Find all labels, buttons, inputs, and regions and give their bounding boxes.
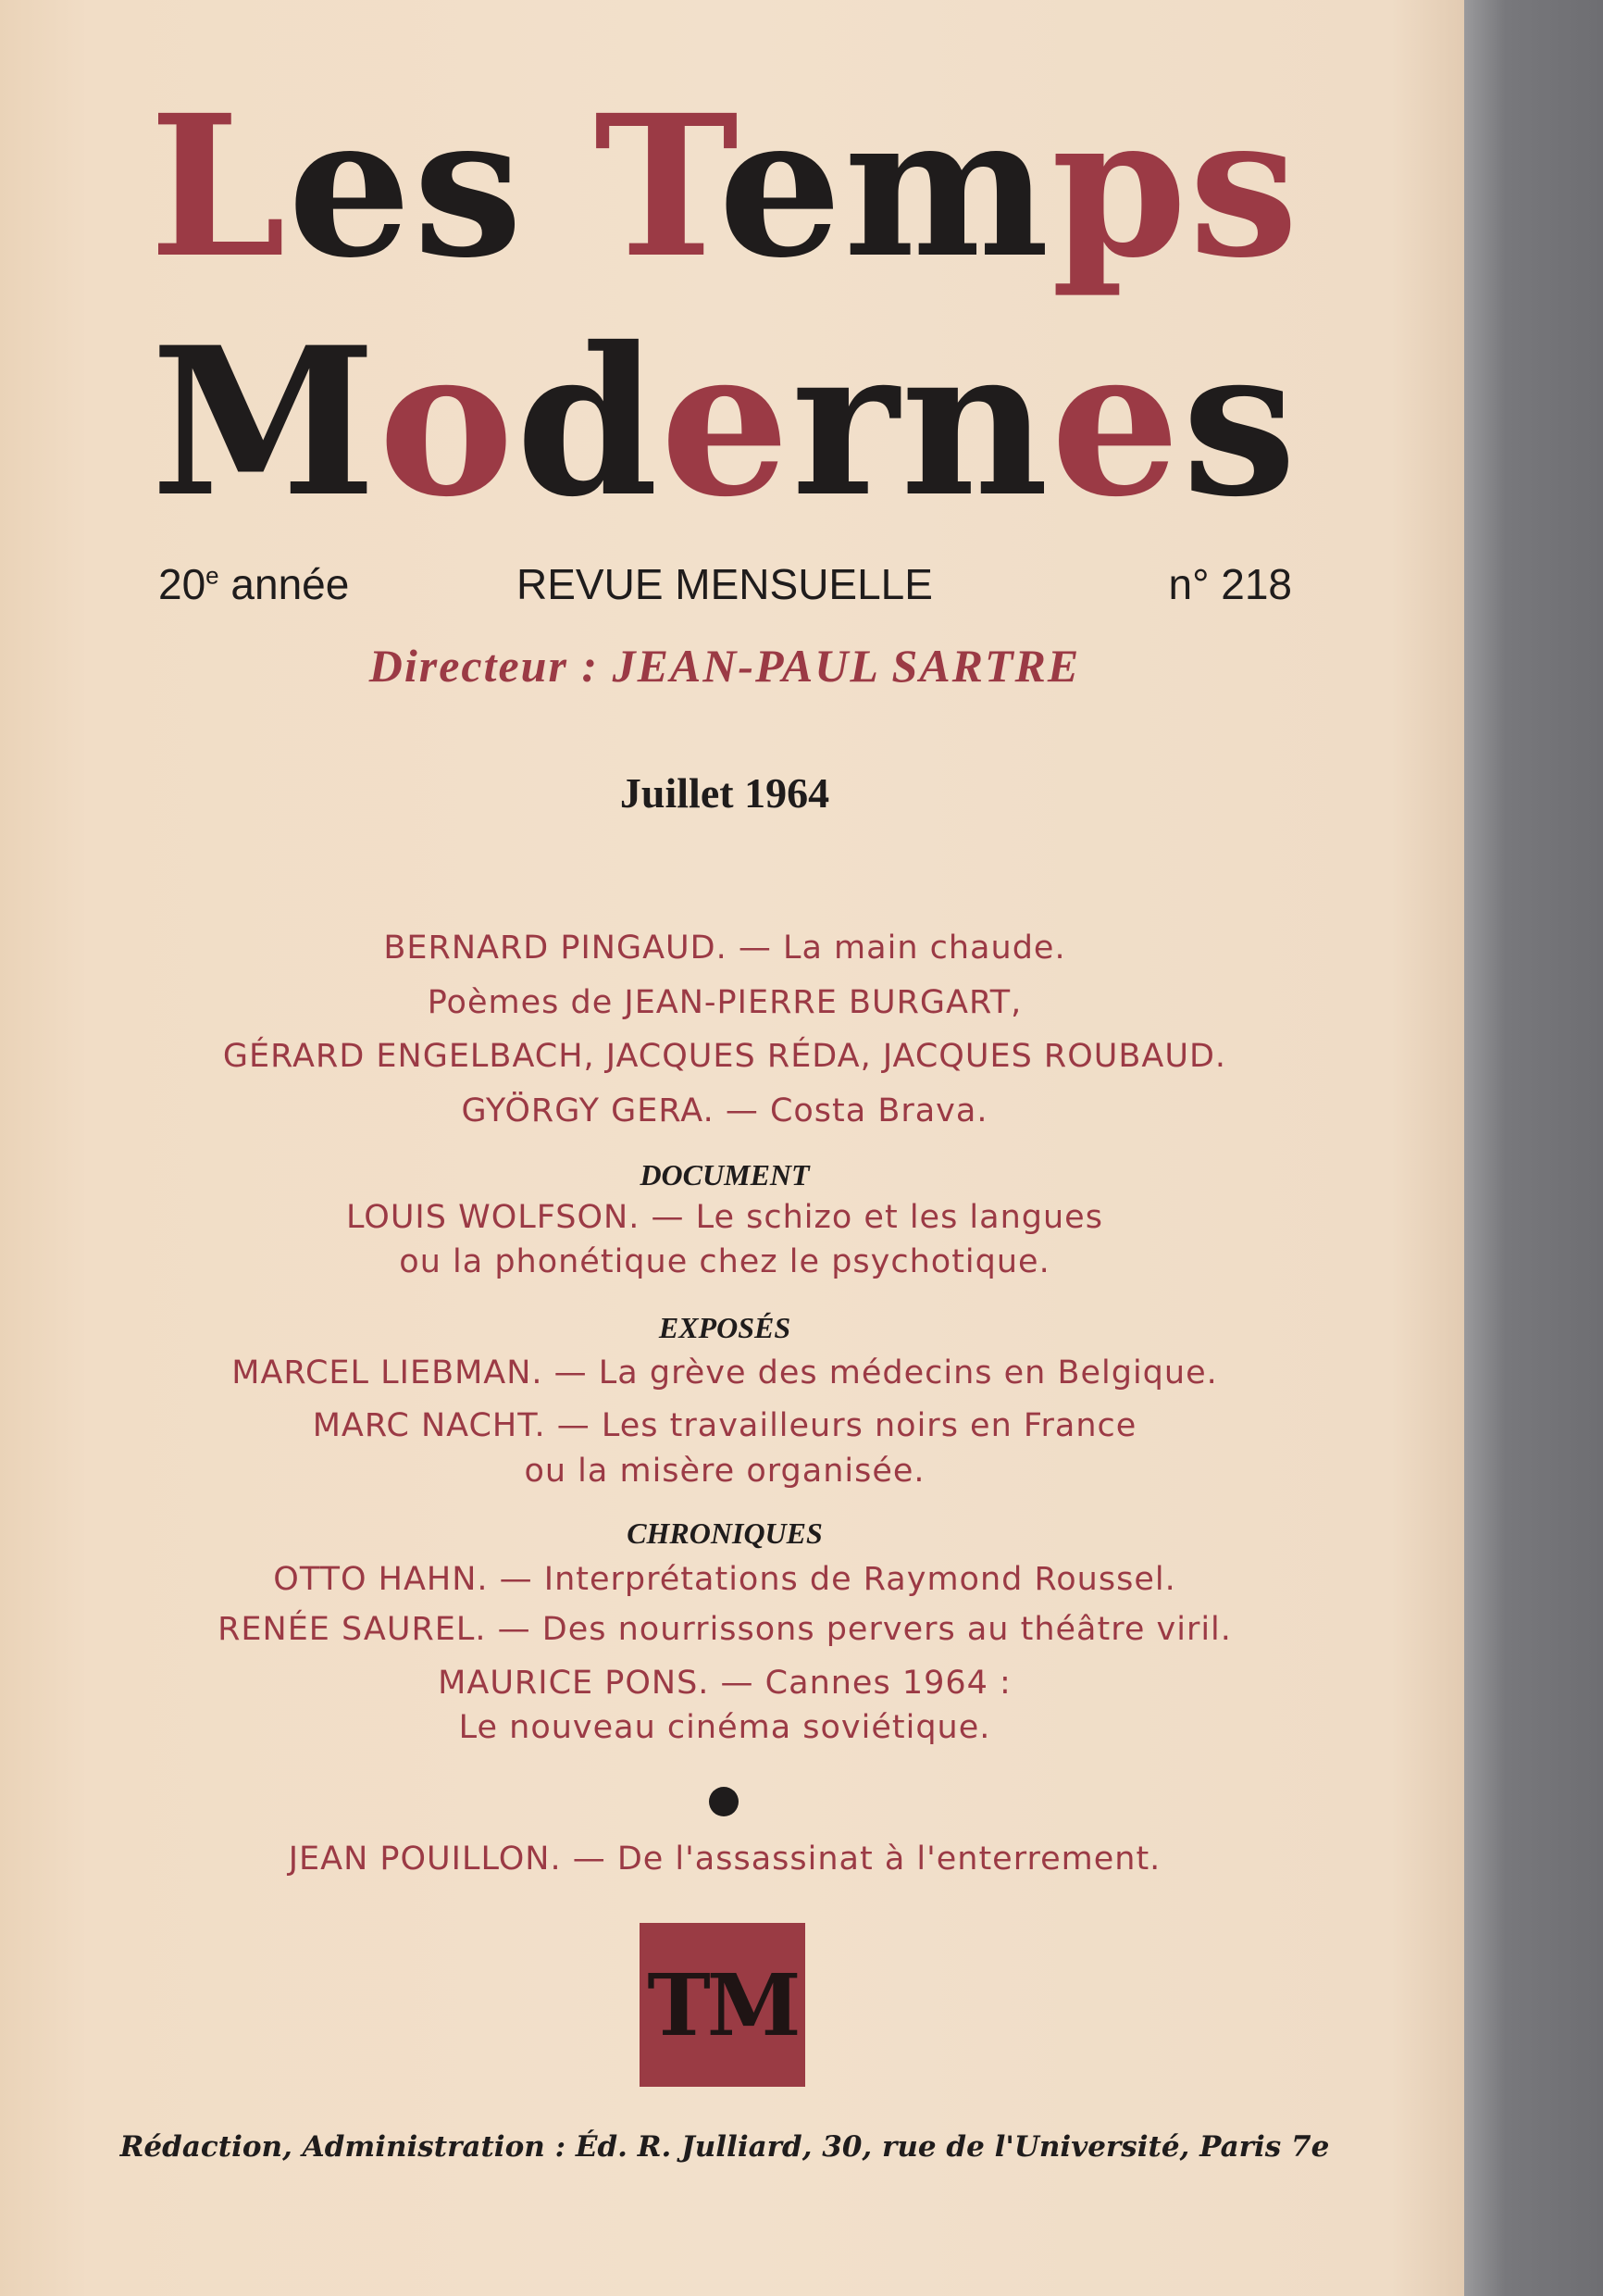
masthead-letters: d xyxy=(516,302,661,542)
toc-entry: Poèmes de JEAN-PIERRE BURGART, xyxy=(427,984,1023,1021)
year-word: année xyxy=(218,560,350,608)
toc-entry: MAURICE PONS. — Cannes 1964 : xyxy=(438,1665,1012,1702)
tm-logo: TM xyxy=(640,1923,805,2087)
toc-entry: MARC NACHT. — Les travailleurs noirs en France xyxy=(312,1407,1137,1444)
background-edge xyxy=(1464,0,1603,2296)
masthead-letters: e xyxy=(1050,302,1183,542)
toc-entry: LOUIS WOLFSON. — Le schizo et les langues xyxy=(346,1199,1103,1236)
masthead-line-1 xyxy=(0,74,1449,300)
masthead-letters: e xyxy=(660,302,792,542)
masthead-line-2 xyxy=(0,304,1449,541)
masthead-letters: ps xyxy=(1050,72,1300,301)
section-heading-document: DOCUMENT xyxy=(640,1158,810,1192)
toc-entry: MARCEL LIEBMAN. — La grève des médecins en Belgique. xyxy=(231,1354,1218,1391)
issue-date: Juillet 1964 xyxy=(619,769,830,817)
year-number: 20 xyxy=(158,560,206,608)
toc-entry: JEAN POUILLON. — De l'assassinat à l'enterrement. xyxy=(288,1841,1162,1878)
masthead-letters: o xyxy=(378,302,516,542)
toc-entry: RENÉE SAUREL. — Des nourrissons pervers au théâtre viril. xyxy=(217,1611,1232,1648)
section-heading-chroniques: CHRONIQUES xyxy=(627,1516,823,1550)
toc-entry: ou la phonétique chez le psychotique. xyxy=(399,1243,1050,1280)
masthead-letters: s xyxy=(1182,302,1299,542)
bullet-separator xyxy=(709,1787,739,1816)
masthead-letters: es xyxy=(287,72,594,301)
section-heading-exposes: EXPOSÉS xyxy=(658,1311,791,1344)
toc-entry: BERNARD PINGAUD. — La main chaude. xyxy=(383,930,1066,967)
masthead-letters: T xyxy=(593,72,718,301)
toc-entry: GYÖRGY GERA. — Costa Brava. xyxy=(461,1092,988,1129)
toc-entry: ou la misère organisée. xyxy=(524,1453,926,1490)
toc-entry: Le nouveau cinéma soviétique. xyxy=(458,1709,991,1746)
publication-type: REVUE MENSUELLE xyxy=(516,560,933,608)
year-superscript: e xyxy=(205,561,219,590)
publisher-footer: Rédaction, Administration : Éd. R. Julliard, 30, rue de l'Université, Paris 7e xyxy=(119,2130,1330,2164)
issue-number: n° 218 xyxy=(1168,560,1292,608)
toc-entry: OTTO HAHN. — Interprétations de Raymond Roussel. xyxy=(273,1561,1176,1598)
masthead-letters: em xyxy=(717,72,1051,301)
masthead-letters: rn xyxy=(791,302,1051,542)
masthead-letters: M xyxy=(151,302,379,542)
toc-entry: GÉRARD ENGELBACH, JACQUES RÉDA, JACQUES ROUBAUD. xyxy=(222,1038,1227,1075)
masthead-letters: L xyxy=(149,72,288,301)
director-line: Directeur : JEAN-PAUL SARTRE xyxy=(368,640,1081,692)
year-label xyxy=(158,559,349,609)
